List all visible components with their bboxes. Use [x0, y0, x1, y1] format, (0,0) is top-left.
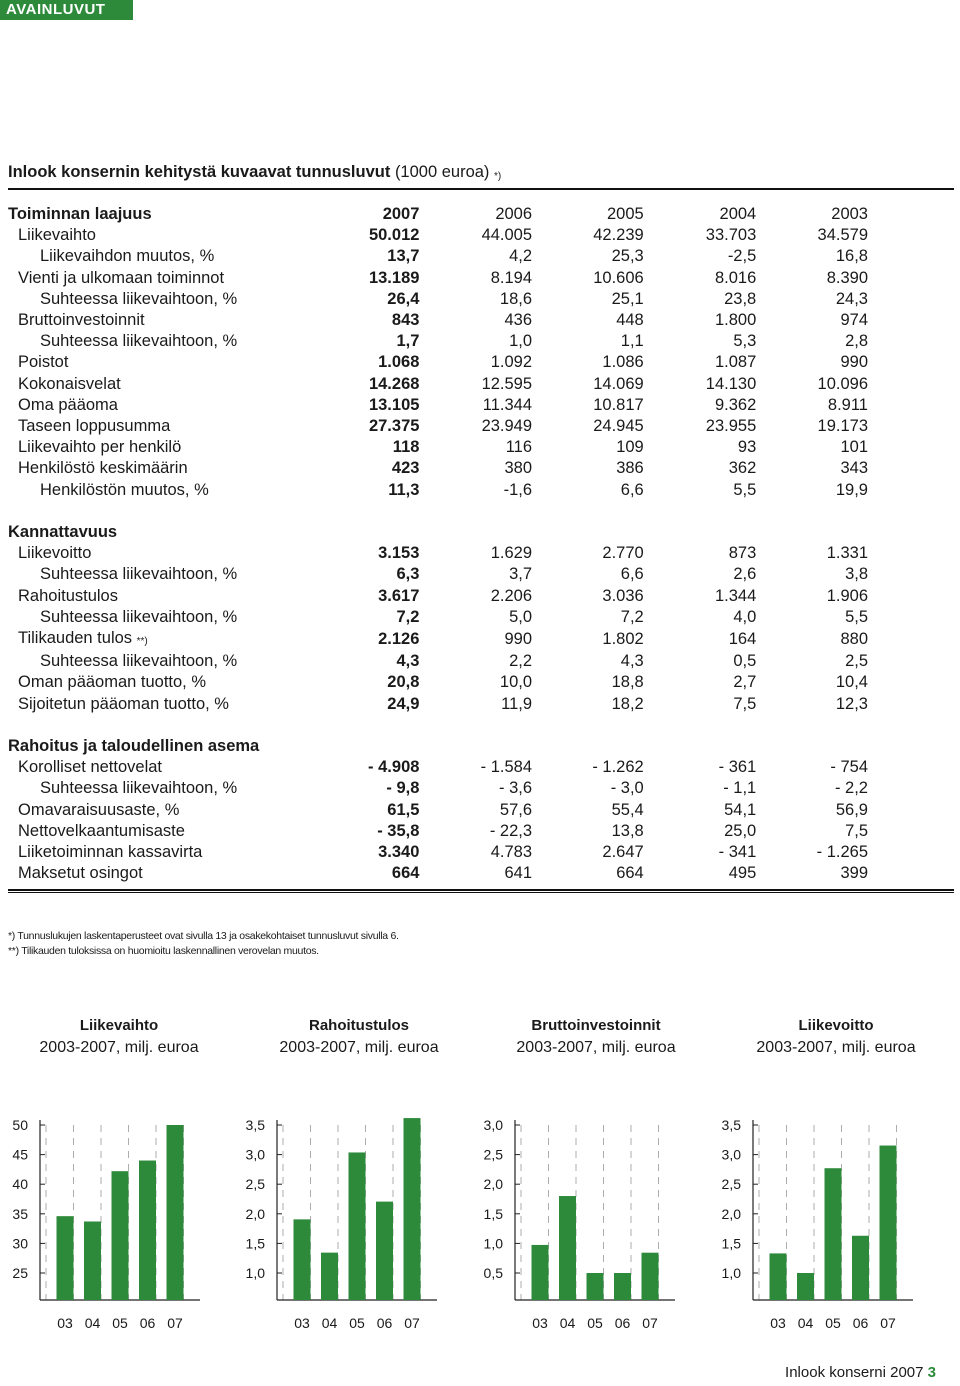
- cell-value: 24.945: [593, 417, 644, 436]
- cell-value: - 341: [718, 843, 757, 862]
- y-tick-label: 35: [12, 1205, 28, 1222]
- cell-value: 7,5: [845, 821, 868, 840]
- group-heading-row: [8, 522, 868, 543]
- cell-value: 8.911: [827, 395, 868, 414]
- cell-value: 0,5: [733, 652, 757, 671]
- cell-value: 57,6: [499, 800, 533, 819]
- row-label: Liikevoitto: [18, 544, 92, 563]
- bar: [167, 1125, 184, 1300]
- row-label: Suhteessa liikevaihtoon, %: [40, 652, 238, 671]
- bar: [139, 1161, 156, 1300]
- x-tick-label: 04: [321, 1315, 338, 1331]
- chart-liikevoitto: [713, 1105, 938, 1345]
- bar: [294, 1219, 311, 1300]
- x-tick-label: 06: [852, 1315, 869, 1331]
- group-heading-row: [8, 204, 868, 225]
- year-header: 2005: [607, 205, 644, 223]
- cell-value: 1.087: [714, 353, 757, 372]
- bar: [770, 1253, 787, 1300]
- cell-value: 7,2: [620, 607, 644, 626]
- cell-value: - 2,2: [834, 779, 868, 798]
- cell-value: 664: [616, 864, 644, 883]
- y-tick-label: 2,0: [721, 1205, 741, 1222]
- x-tick-label: 07: [404, 1315, 420, 1331]
- x-tick-label: 03: [294, 1315, 310, 1331]
- bar: [825, 1168, 842, 1300]
- table-row: [8, 289, 868, 310]
- y-tick-label: 2,0: [245, 1205, 265, 1222]
- table-row: [8, 800, 868, 821]
- bar: [376, 1202, 393, 1300]
- y-tick-label: 1,5: [721, 1235, 741, 1252]
- cell-value: 12,3: [835, 694, 868, 713]
- cell-value: 19.173: [817, 417, 868, 436]
- cell-value: 55,4: [611, 800, 644, 819]
- row-label: Liikevaihto: [18, 226, 96, 245]
- table-bottom-rule-thin: [8, 892, 954, 893]
- cell-value: 25,3: [611, 247, 644, 266]
- cell-value: -1,6: [503, 480, 533, 499]
- table-row: [8, 480, 868, 501]
- row-label: Henkilöstö keskimäärin: [18, 459, 188, 478]
- cell-value: 10,4: [835, 673, 868, 692]
- table-row: [8, 374, 868, 395]
- cell-value: 26,4: [387, 289, 420, 308]
- table-row: [8, 543, 868, 564]
- cell-value: 1.331: [826, 544, 868, 563]
- y-tick-label: 1,5: [245, 1235, 265, 1252]
- table-row: [8, 458, 868, 479]
- table-row: [8, 246, 868, 267]
- cell-value: 9.362: [714, 395, 757, 414]
- group-heading: Toiminnan laajuus: [8, 205, 152, 223]
- cell-value: 990: [504, 630, 533, 649]
- x-tick-label: 05: [587, 1315, 603, 1331]
- cell-value: 118: [392, 438, 420, 457]
- cell-value: 24,9: [387, 694, 420, 713]
- cell-value: 2,8: [845, 332, 868, 351]
- row-label: Kokonaisvelat: [18, 374, 121, 393]
- bar: [642, 1253, 659, 1300]
- group-gap: [8, 501, 868, 522]
- row-label: Omavaraisuusaste, %: [18, 800, 180, 819]
- table-row: [8, 694, 868, 715]
- cell-value: 3.340: [378, 843, 420, 862]
- cell-value: 8.016: [714, 268, 757, 287]
- bar: [112, 1171, 129, 1300]
- row-label: Tilikauden tulos **): [18, 629, 148, 648]
- x-tick-label: 07: [642, 1315, 658, 1331]
- cell-value: 990: [840, 353, 868, 372]
- cell-value: 11,9: [501, 694, 533, 713]
- cell-value: 101: [840, 438, 868, 457]
- cell-value: 436: [504, 311, 533, 330]
- bar: [559, 1196, 576, 1300]
- row-label: Oma pääoma: [18, 395, 118, 414]
- cell-value: 13.105: [368, 395, 420, 414]
- x-tick-label: 05: [112, 1315, 128, 1331]
- cell-value: 25,0: [724, 821, 757, 840]
- cell-value: 495: [728, 864, 757, 883]
- cell-value: -2,5: [727, 247, 757, 266]
- table-row: [8, 586, 868, 607]
- footnote-2: **) Tilikauden tuloksissa on huomioitu laskennallinen verovelan muutos.: [8, 945, 319, 957]
- cell-value: 23,8: [724, 289, 757, 308]
- y-tick-label: 3,0: [245, 1146, 265, 1163]
- cell-value: 386: [616, 459, 644, 478]
- table-row: [8, 352, 868, 373]
- table-row: [8, 395, 868, 416]
- y-tick-label: 3,0: [721, 1146, 741, 1163]
- cell-value: 2,2: [509, 652, 533, 671]
- y-tick-label: 0,5: [483, 1265, 503, 1281]
- cell-value: - 22,3: [489, 821, 533, 840]
- table-row: [8, 821, 868, 842]
- y-tick-label: 3,0: [483, 1117, 503, 1133]
- cell-value: 641: [504, 864, 533, 883]
- row-label: Poistot: [18, 353, 69, 372]
- row-label: Taseen loppusumma: [18, 417, 171, 436]
- cell-value: 380: [504, 459, 533, 478]
- table-row: [8, 331, 868, 352]
- cell-value: 3,7: [509, 565, 533, 584]
- footer-text: Inlook konserni 2007: [785, 1364, 924, 1381]
- x-tick-label: 06: [614, 1315, 631, 1331]
- cell-value: 1,1: [620, 332, 644, 351]
- bar: [532, 1245, 549, 1300]
- cell-value: 1.092: [490, 353, 533, 372]
- cell-value: - 754: [830, 758, 868, 777]
- x-tick-label: 07: [880, 1315, 896, 1331]
- chart-liikevaihto: [0, 1105, 225, 1345]
- chart-rahoitustulos: [237, 1105, 462, 1345]
- table-row: [8, 842, 868, 863]
- cell-value: 343: [840, 459, 868, 478]
- cell-value: 399: [840, 864, 868, 883]
- bar: [84, 1221, 101, 1300]
- bar: [404, 1118, 421, 1300]
- cell-value: 2,5: [845, 652, 868, 671]
- bar: [321, 1253, 338, 1300]
- bar: [852, 1236, 869, 1300]
- cell-value: 7,2: [396, 607, 420, 626]
- cell-value: 10.817: [593, 395, 644, 414]
- cell-value: 7,5: [733, 694, 757, 713]
- x-tick-label: 04: [797, 1315, 814, 1331]
- cell-value: 4,3: [620, 652, 644, 671]
- year-header: 2003: [831, 205, 868, 223]
- cell-value: 13,7: [387, 247, 420, 266]
- table-row: [8, 863, 868, 884]
- cell-value: 23.949: [481, 417, 533, 436]
- cell-value: 34.579: [817, 226, 868, 245]
- bar: [587, 1273, 604, 1300]
- table-row: [8, 672, 868, 693]
- group-heading: Kannattavuus: [8, 523, 118, 542]
- cell-value: 164: [728, 630, 757, 649]
- x-tick-label: 04: [84, 1315, 101, 1331]
- group-heading: Rahoitus ja taloudellinen asema: [8, 737, 260, 756]
- cell-value: 50.012: [368, 226, 420, 245]
- cell-value: 56,9: [835, 800, 868, 819]
- y-tick-label: 30: [12, 1235, 28, 1252]
- group-gap: [8, 715, 868, 736]
- table-row: [8, 310, 868, 331]
- table-row: [8, 416, 868, 437]
- cell-value: 5,0: [509, 607, 533, 626]
- row-label: Suhteessa liikevaihtoon, %: [40, 607, 238, 626]
- cell-value: - 9,8: [386, 779, 420, 798]
- table-row: [8, 778, 868, 799]
- bar: [880, 1146, 897, 1300]
- cell-value: 1.906: [826, 586, 868, 605]
- x-tick-label: 06: [139, 1315, 156, 1331]
- table-row: [8, 225, 868, 246]
- kpi-table: [8, 204, 868, 884]
- cell-value: 4.783: [490, 843, 533, 862]
- y-tick-label: 2,5: [721, 1176, 741, 1193]
- cell-value: 1.629: [490, 544, 533, 563]
- cell-value: 18,2: [611, 694, 644, 713]
- cell-value: 6,6: [620, 480, 644, 499]
- x-tick-label: 03: [770, 1315, 786, 1331]
- cell-value: 20,8: [387, 673, 420, 692]
- x-tick-label: 07: [167, 1315, 183, 1331]
- cell-value: 880: [840, 630, 868, 649]
- cell-value: 8.194: [490, 268, 533, 287]
- y-tick-label: 2,0: [483, 1176, 503, 1193]
- row-label: Suhteessa liikevaihtoon, %: [40, 565, 238, 584]
- row-label: Vienti ja ulkomaan toiminnot: [18, 268, 225, 287]
- cell-value: 19,9: [835, 480, 868, 499]
- y-tick-label: 50: [12, 1117, 28, 1133]
- cell-value: 362: [728, 459, 757, 478]
- cell-value: 16,8: [835, 247, 868, 266]
- row-label: Bruttoinvestoinnit: [18, 311, 145, 330]
- cell-value: 14.069: [593, 374, 644, 393]
- cell-value: 14.130: [705, 374, 757, 393]
- cell-value: 27.375: [368, 417, 420, 436]
- year-header: 2004: [719, 205, 757, 223]
- row-label: Liikevaihto per henkilö: [18, 438, 182, 457]
- row-label: Liikevaihdon muutos, %: [40, 247, 215, 266]
- cell-value: 116: [505, 438, 533, 457]
- cell-value: 33.703: [705, 226, 757, 245]
- section-tab: AVAINLUVUT: [0, 0, 133, 20]
- row-label: Henkilöstön muutos, %: [40, 480, 209, 499]
- page-number: 3: [927, 1364, 936, 1381]
- cell-value: 11.344: [482, 395, 533, 414]
- y-tick-label: 3,5: [721, 1117, 741, 1133]
- cell-value: 11,3: [388, 480, 420, 499]
- bar: [349, 1152, 366, 1300]
- y-tick-label: 1,5: [483, 1205, 503, 1222]
- cell-value: 1.802: [602, 630, 644, 649]
- cell-value: 2,7: [733, 673, 757, 692]
- table-row: [8, 651, 868, 672]
- cell-value: 10.606: [593, 268, 644, 287]
- row-label: Nettovelkaantumisaste: [18, 821, 185, 840]
- cell-value: 8.390: [826, 268, 868, 287]
- chart-title-4: Liikevoitto 2003-2007, milj. euroa: [756, 1017, 916, 1056]
- cell-value: - 3,0: [610, 779, 644, 798]
- y-tick-label: 25: [12, 1265, 28, 1281]
- row-label: Korolliset nettovelat: [18, 758, 162, 777]
- row-label: Rahoitustulos: [18, 586, 118, 605]
- cell-value: 1,7: [396, 332, 420, 351]
- group-heading-row: [8, 736, 868, 757]
- x-tick-label: 05: [349, 1315, 365, 1331]
- row-label: Maksetut osingot: [18, 864, 143, 883]
- cell-value: 10.096: [817, 374, 868, 393]
- row-label: Liiketoiminnan kassavirta: [18, 843, 203, 862]
- cell-value: 1.086: [602, 353, 644, 372]
- y-tick-label: 1,0: [245, 1265, 265, 1281]
- cell-value: 4,2: [509, 247, 533, 266]
- cell-value: - 3,6: [499, 779, 533, 798]
- footnotes: [8, 929, 399, 959]
- year-header: 2006: [495, 205, 533, 223]
- cell-value: - 1.584: [480, 758, 533, 777]
- cell-value: 3.036: [602, 586, 644, 605]
- cell-value: 1.800: [714, 311, 757, 330]
- row-note: **): [136, 636, 148, 648]
- cell-value: - 1.262: [592, 758, 644, 777]
- x-tick-label: 05: [825, 1315, 841, 1331]
- cell-value: - 4.908: [368, 758, 420, 777]
- cell-value: 93: [737, 438, 757, 457]
- cell-value: 5,5: [733, 480, 757, 499]
- cell-value: 6,3: [396, 565, 420, 584]
- cell-value: 2,6: [733, 565, 757, 584]
- cell-value: 10,0: [499, 673, 533, 692]
- table-bottom-rule: [8, 889, 954, 891]
- cell-value: 873: [728, 544, 757, 563]
- x-tick-label: 03: [57, 1315, 73, 1331]
- y-tick-label: 45: [12, 1146, 28, 1163]
- cell-value: - 1,1: [723, 779, 757, 798]
- title-rule: [8, 188, 954, 190]
- y-tick-label: 2,5: [483, 1146, 503, 1163]
- cell-value: 3,8: [845, 565, 868, 584]
- table-row: [8, 268, 868, 289]
- row-label: Suhteessa liikevaihtoon, %: [40, 289, 238, 308]
- cell-value: 4,0: [733, 607, 757, 626]
- cell-value: 1,0: [509, 332, 533, 351]
- y-tick-label: 1,0: [721, 1265, 741, 1281]
- cell-value: 18,6: [499, 289, 533, 308]
- row-label: Suhteessa liikevaihtoon, %: [40, 332, 238, 351]
- y-tick-label: 40: [12, 1176, 28, 1193]
- cell-value: 1.068: [378, 353, 420, 372]
- cell-value: 14.268: [368, 374, 420, 393]
- bar: [57, 1216, 74, 1300]
- cell-value: 2.126: [378, 630, 420, 649]
- cell-value: 109: [616, 438, 644, 457]
- year-header: 2007: [382, 205, 420, 223]
- bar: [797, 1273, 814, 1300]
- row-label: Sijoitetun pääoman tuotto, %: [18, 694, 229, 713]
- cell-value: 6,6: [620, 565, 644, 584]
- footnote-1: *) Tunnuslukujen laskentaperusteet ovat sivulla 13 ja osakekohtaiset tunnusluvut sivulla 6.: [8, 930, 399, 942]
- cell-value: 2.647: [602, 843, 644, 862]
- table-row: [8, 628, 868, 651]
- page-title: Inlook konsernin kehitystä kuvaavat tunnusluvut (1000 euroa) *): [8, 163, 502, 182]
- row-label: Oman pääoman tuotto, %: [18, 673, 207, 692]
- cell-value: 13.189: [368, 268, 420, 287]
- cell-value: 423: [391, 459, 420, 478]
- chart-title-3: Bruttoinvestoinnit 2003-2007, milj. euroa: [516, 1017, 676, 1056]
- x-tick-label: 06: [376, 1315, 393, 1331]
- cell-value: 23.955: [705, 417, 757, 436]
- table-row: [8, 757, 868, 778]
- y-tick-label: 2,5: [245, 1176, 265, 1193]
- chart-bruttoinvestoinnit: [475, 1105, 700, 1345]
- y-tick-label: 3,5: [245, 1117, 265, 1133]
- cell-value: 4,3: [396, 652, 420, 671]
- cell-value: - 1.265: [816, 843, 868, 862]
- chart-title-2: Rahoitustulos 2003-2007, milj. euroa: [279, 1017, 439, 1056]
- cell-value: 44.005: [481, 226, 533, 245]
- table-row: [8, 564, 868, 585]
- cell-value: - 35,8: [377, 821, 420, 840]
- table-row: [8, 607, 868, 628]
- x-tick-label: 04: [559, 1315, 576, 1331]
- cell-value: 12.595: [481, 374, 533, 393]
- cell-value: - 361: [718, 758, 757, 777]
- cell-value: 3.153: [378, 544, 420, 563]
- cell-value: 2.770: [602, 544, 644, 563]
- row-label: Suhteessa liikevaihtoon, %: [40, 779, 238, 798]
- cell-value: 1.344: [714, 586, 757, 605]
- cell-value: 664: [391, 864, 420, 883]
- y-tick-label: 1,0: [483, 1235, 503, 1252]
- cell-value: 2.206: [490, 586, 533, 605]
- cell-value: 42.239: [593, 226, 644, 245]
- x-tick-label: 03: [532, 1315, 548, 1331]
- cell-value: 61,5: [387, 800, 420, 819]
- bar: [614, 1273, 631, 1300]
- table-row: [8, 437, 868, 458]
- cell-value: 974: [840, 311, 868, 330]
- cell-value: 24,3: [835, 289, 868, 308]
- cell-value: 54,1: [724, 800, 757, 819]
- cell-value: 18,8: [611, 673, 644, 692]
- cell-value: 13,8: [611, 821, 644, 840]
- chart-title-1: Liikevaihto 2003-2007, milj. euroa: [39, 1017, 199, 1056]
- cell-value: 5,3: [733, 332, 757, 351]
- cell-value: 448: [616, 311, 644, 330]
- cell-value: 25,1: [611, 289, 644, 308]
- cell-value: 3.617: [378, 586, 420, 605]
- cell-value: 5,5: [845, 607, 868, 626]
- page-footer: [785, 1364, 936, 1381]
- cell-value: 843: [391, 311, 420, 330]
